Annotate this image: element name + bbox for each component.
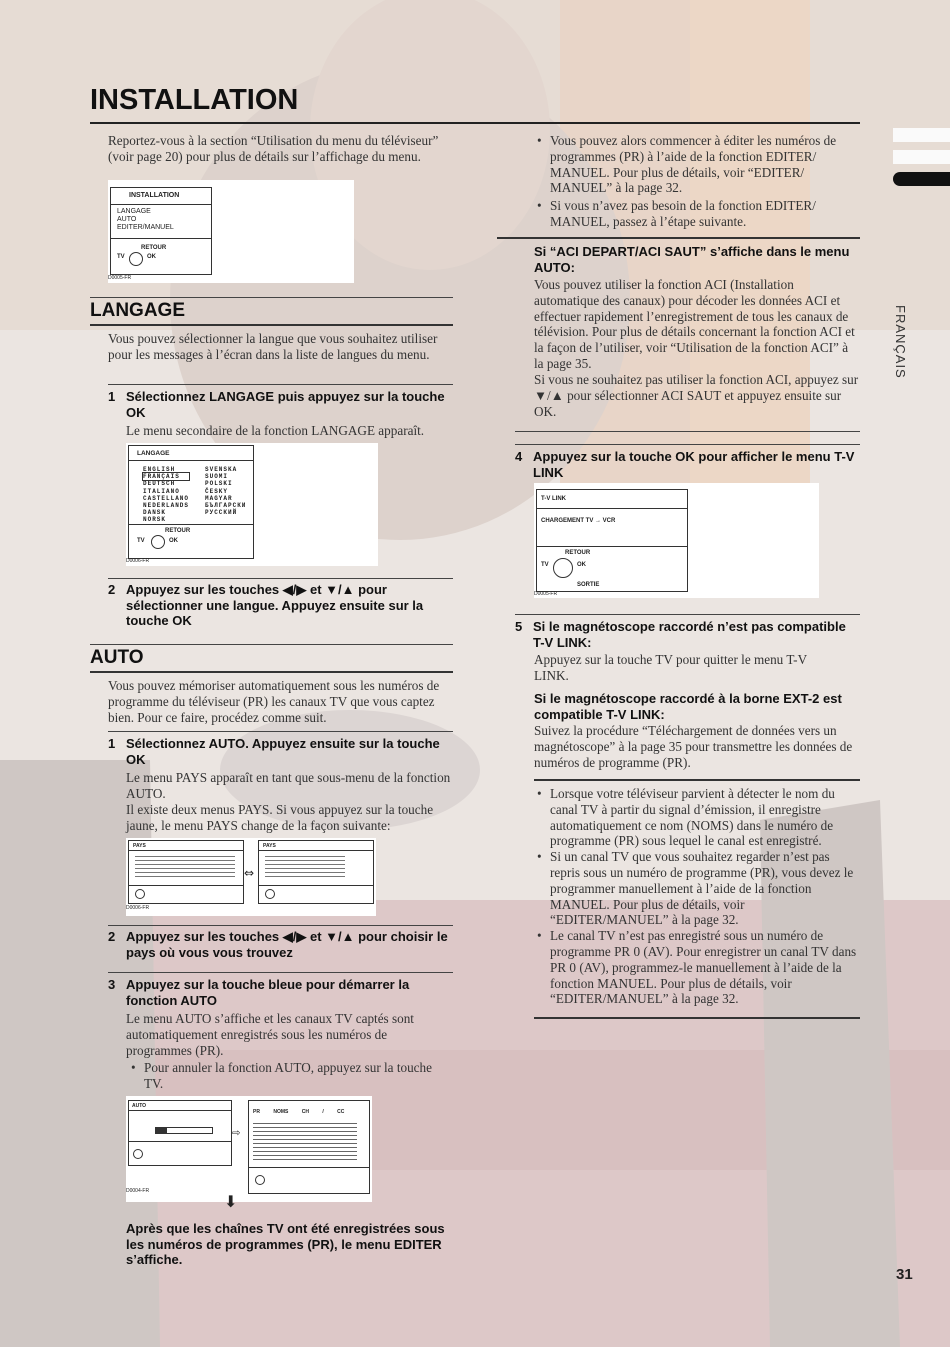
language-option[interactable]: SUOMI [205,473,229,481]
section-rule [90,644,453,645]
tvlink-row[interactable]: CHARGEMENT TV → VCR [541,518,616,524]
menu-item: LANGAGE [117,208,151,215]
step-text: Sélectionnez LANGAGE puis appuyez sur la touche OK [126,389,445,420]
tvlink-header: T-V LINK [541,496,566,502]
step-rule [108,731,453,732]
country-list [135,854,235,880]
step-text: Appuyez sur les touches ◀/▶ et ▼/▲ pour sélectionner une langue. Appuyez ensuite sur la touche OK [126,582,424,628]
langage-desc: Vous pouvez sélectionner la langue que vous souhaitez utiliser pour les messages à l’écran dans la liste de langues du menu. [108,331,438,362]
auto-step-3 [108,977,453,1009]
step-5 [515,619,860,651]
auto-editer-figure [126,1096,372,1211]
step-text: Appuyez sur les touches ◀/▶ et ▼/▲ pour choisir le pays où vous vous trouvez [126,929,448,960]
step-number: 3 [108,977,116,992]
language-option[interactable]: SVENSKA [205,466,238,473]
section-rule [534,1017,860,1019]
step-rule [108,925,453,926]
pays-header: PAYS [133,843,146,849]
section-heading-langage: LANGAGE [90,300,185,321]
bullet-item: • Si un canal TV que vous souhaitez regarder n’est pas repris sous un numéro de programme (PR), vous devez le programmer manuellement à l’aide de la fonction MANUEL. Pour plus de détails, voir “EDITER/MANUEL” à la page 32. [534,849,860,928]
tv-label: TV [541,562,549,568]
bullet-item: • Si vous n’avez pas besoin de la fonction EDITER/ MANUEL, passez à l’étape suivante. [534,198,860,230]
step-text: Si le magnétoscope raccordé n’est pas compatible T-V LINK: [533,619,846,650]
editer-columns [253,1109,344,1115]
bullet-item: • Lorsque votre téléviseur parvient à détecter le nom du canal TV à partir du signal d’émission, il enregistre automatiquement ce nom (NOMS) dans le numéro de programme (PR) sous lequel le canal est enregistré. [534,786,860,849]
retour-label: RETOUR [565,550,591,556]
language-option[interactable]: БЪЛГАРСКИ [205,502,247,510]
step-rule [108,384,453,385]
step-number: 2 [108,582,116,597]
auto-desc: Vous pouvez mémoriser automatiquement sous les numéros de programme du téléviseur (PR) les canaux TV que vous captez bien. Pour ce faire, procédez comme suit. [108,678,440,725]
auto-step-1-desc2: Il existe deux menus PAYS. Si vous appuyez sur la touche jaune, le menu PAYS change de la façon suivante: [126,802,434,833]
intro-text: Reportez-vous à la section “Utilisation du menu du téléviseur” (voir page 20) pour plus de détails sur l’affichage du menu. [108,133,439,164]
menu-items [117,208,174,232]
step-rule [108,578,453,579]
aci-desc: Vous pouvez utiliser la fonction ACI (Installation automatique des canaux) pour décoder les données ACI et effectuer rapidement l’enregistrement de tous les canaux de télévision. Pour plus de détails concernant la fonction ACI et la façon de l’utiliser, voir “Utilisation de la fonction ACI” à la page 35. [534,277,855,371]
installation-menu-figure [108,180,354,283]
dpad-icon [553,558,573,578]
figure-code: D0004-FR [126,1188,150,1194]
figure-code: D0005-FR [108,275,132,281]
section-rule [497,237,860,239]
step-number: 5 [515,619,523,634]
sortie-label: SORTIE [577,582,600,588]
menu-screen [110,187,212,275]
step-text: Sélectionnez AUTO. Appuyez ensuite sur la touche OK [126,736,440,767]
step-number: 1 [108,389,116,404]
ext2-heading: Si le magnétoscope raccordé à la borne EXT-2 est compatible T-V LINK: [534,691,842,722]
section-rule [90,297,453,298]
auto-step-1 [108,736,453,768]
dpad-icon [133,1149,143,1159]
bullet-item: • Le canal TV n’est pas enregistré sous un numéro de programme PR 0 (AV). Pour enregistrer un canal TV dans PR 0 (AV), programmez-le manuellement à l’aide de la fonction MANUEL. Pour plus de détails, voir “EDITER/MANUEL” à la page 32. [534,928,860,1007]
editer-screen [248,1100,370,1194]
language-option[interactable]: DEUTSCH [143,480,176,488]
col-header: CH / CC [301,1109,345,1115]
language-option[interactable]: FRANÇAIS [143,473,189,480]
figure-code: D0006-FR [126,558,150,564]
language-option[interactable]: NORSK [143,516,167,524]
right-top-bullets [534,133,860,230]
step-number: 2 [108,929,116,944]
auto-screen [128,1100,232,1166]
side-tab-active [893,172,950,186]
section-rule [90,671,453,673]
step-5-desc: Appuyez sur la touche TV pour quitter le menu T-V LINK. [534,652,807,683]
step-rule [515,614,860,615]
ok-label: OK [169,538,178,544]
language-option[interactable]: ITALIANO [143,487,180,495]
menu-item: AUTO [117,216,137,223]
swap-arrow-icon: ⇔ [244,866,255,880]
languages-right [205,466,246,516]
pays-menu-figure [126,838,376,916]
auto-step-1-desc: Le menu PAYS apparaît en tant que sous-menu de la fonction AUTO. [126,770,451,801]
tv-label: TV [137,538,145,544]
channel-list [253,1121,357,1163]
step-rule [515,444,860,445]
title-rule [90,122,860,124]
dpad-icon [129,252,143,266]
page-number: 31 [896,1266,913,1283]
menu-item: EDITER/MANUEL [117,224,174,231]
dpad-icon [255,1175,265,1185]
retour-label: RETOUR [141,245,167,251]
step-rule [108,972,453,973]
tvlink-menu-figure [534,483,819,598]
figure-code: D0006-FR [126,905,150,911]
langage-menu-figure [126,443,378,566]
pays-screen-1 [128,840,244,904]
language-option[interactable]: ENGLISH [143,466,176,473]
arrow-down-icon: ⬇ [224,1192,238,1211]
tv-label: TV [117,254,125,260]
section-heading-auto: AUTO [90,647,144,668]
bullet-item: • Vous pouvez alors commencer à éditer les numéros de programmes (PR) à l’aide de la fonction EDITER/ MANUEL. Pour plus de détails, voir “EDITER/ MANUEL” à la page 32. [534,133,860,196]
step-rule [515,431,860,432]
side-language-label: FRANÇAIS [893,305,908,379]
language-option[interactable]: NEDERLANDS [143,502,190,510]
figure-code: D0005-FR [534,591,558,597]
step-text: Appuyez sur la touche OK pour afficher le menu T-V LINK [533,449,855,480]
page-title: INSTALLATION [90,84,299,116]
langage-menu-header: LANGAGE [137,450,170,457]
language-option[interactable]: CASTELLANO [143,494,190,502]
langage-step-1 [108,389,453,421]
aci-desc-2: Si vous ne souhaitez pas utiliser la fonction ACI, appuyez sur ▼/▲ pour sélectionner ACI SAUT et appuyez ensuite sur OK. [534,372,859,419]
progress-bar [155,1127,213,1134]
langage-screen [128,445,254,559]
arrow-right-icon: ⇨ [232,1128,241,1139]
menu-header: INSTALLATION [129,192,180,199]
auto-step-3-desc: Le menu AUTO s’affiche et les canaux TV captés sont automatiquement enregistrés sous les numéros de programmes (PR). [126,1011,414,1058]
auto-step-3-bullet: • Pour annuler la fonction AUTO, appuyez sur la touche TV. [128,1060,444,1092]
language-option[interactable]: POLSKI [205,480,233,488]
language-option[interactable]: РУССКИЙ [205,509,238,517]
retour-label: RETOUR [165,528,191,534]
section-rule [90,324,453,326]
step-text: Appuyez sur la touche bleue pour démarrer la fonction AUTO [126,977,410,1008]
step-number: 1 [108,736,116,751]
section-rule [534,779,860,781]
language-option[interactable]: MAGYAR [205,494,233,502]
langage-step-2 [108,582,453,630]
ext2-desc: Suivez la procédure “Téléchargement de données vers un magnétoscope” à la page 35 pour transmettre les données de numéros de programme (PR). [534,723,853,770]
dpad-icon [151,535,165,549]
language-option[interactable]: ČESKY [205,487,229,495]
auto-step-2 [108,929,453,961]
country-list [265,854,345,880]
col-header: PR [253,1109,260,1115]
pays-screen-2 [258,840,374,904]
step-number: 4 [515,449,523,464]
auto-after-note: Après que les chaînes TV ont été enregistrées sous les numéros de programmes (PR), le menu EDITER s’affiche. [126,1221,445,1267]
langage-step-1-desc: Le menu secondaire de la fonction LANGAGE apparaît. [126,423,425,438]
side-tab-bar [893,128,950,142]
side-tab-bar [893,150,950,164]
tvlink-screen [536,489,688,592]
dpad-icon [265,889,275,899]
step-4 [515,449,860,481]
aci-heading: Si “ACI DEPART/ACI SAUT” s’affiche dans le menu AUTO: [534,244,850,275]
ok-label: OK [577,562,586,568]
dpad-icon [135,889,145,899]
col-header: NOMS [273,1109,289,1115]
languages-left [143,466,189,524]
right-bottom-bullets [534,786,860,1007]
auto-menu-header: AUTO [132,1103,147,1109]
pays-header: PAYS [263,843,276,849]
ok-label: OK [147,254,156,260]
language-option[interactable]: DANSK [143,509,167,517]
